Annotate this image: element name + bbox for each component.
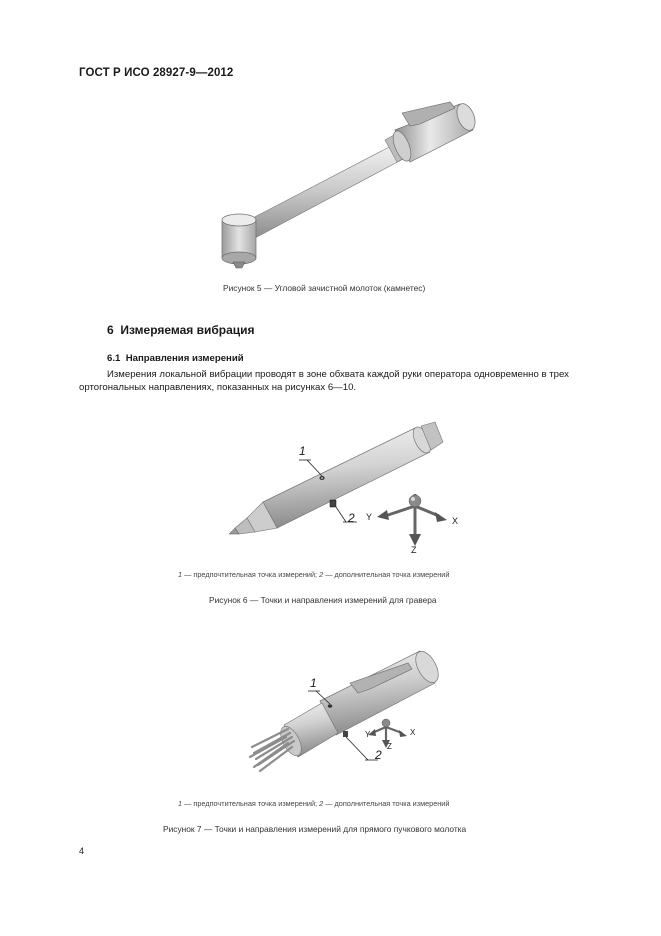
figure-6-leader-1 bbox=[307, 460, 322, 476]
figure-7-label-2: 2 bbox=[375, 748, 382, 762]
subsection-heading bbox=[107, 353, 244, 364]
figure-6-legend bbox=[178, 570, 449, 579]
figure-7-needle-bundle bbox=[250, 729, 294, 771]
figure-7-legend bbox=[178, 799, 449, 808]
paragraph-text: Измерения локальной вибрации проводят в зоне обхвата каждой руки оператора одновременно в трех ортогональных направлениях, показанных на рисунках 6—10. bbox=[79, 369, 569, 393]
figure-6-legend-num-2: 2 bbox=[319, 570, 324, 579]
figure-6-engraver-illustration bbox=[225, 420, 465, 560]
section-title: Измеряемая вибрация bbox=[120, 323, 255, 337]
figure-7-legend-text-2: — дополнительная точка измерений bbox=[323, 799, 450, 808]
figure-7-legend-num-2: 2 bbox=[319, 799, 324, 808]
figure-6-label-2: 2 bbox=[348, 511, 355, 525]
figure-6-axis-z-label: Z bbox=[411, 545, 417, 555]
figure-6-label-1: 1 bbox=[299, 444, 306, 458]
figure-5-angle-hammer-illustration bbox=[205, 100, 495, 275]
page-number: 4 bbox=[79, 846, 85, 856]
section-heading bbox=[107, 323, 255, 337]
figure-7-leader-2 bbox=[346, 737, 368, 760]
figure-6-legend-text-2: — дополнительная точка измерений bbox=[323, 570, 450, 579]
figure-7-axis-x-label: X bbox=[410, 728, 416, 737]
figure-7-needle-scaler-illustration bbox=[240, 643, 450, 783]
figure-6-axis-y-label: Y bbox=[366, 512, 373, 522]
body-paragraph bbox=[79, 368, 617, 394]
figure-7-label-1: 1 bbox=[310, 676, 317, 690]
figure-6-caption: Рисунок 6 — Точки и направления измерений для гравера bbox=[209, 595, 437, 605]
figure-7-caption: Рисунок 7 — Точки и направления измерений для прямого пучкового молотка bbox=[163, 824, 467, 834]
document-header: ГОСТ Р ИСО 28927-9—2012 bbox=[79, 67, 234, 79]
figure-7-legend-text-1: — предпочтительная точка измерений; bbox=[182, 799, 320, 808]
figure-7-axis-y-label: Y bbox=[365, 730, 371, 739]
figure-5-caption: Рисунок 5 — Угловой зачистной молоток (камнетес) bbox=[223, 283, 426, 293]
figure-6-axis-triad bbox=[377, 494, 447, 546]
subsection-number: 6.1 bbox=[107, 353, 121, 364]
figure-6-legend-text-1: — предпочтительная точка измерений; bbox=[182, 570, 320, 579]
figure-6-leader-2 bbox=[336, 507, 346, 522]
section-number: 6 bbox=[107, 323, 114, 337]
figure-6-axis-x-label: X bbox=[452, 516, 459, 526]
figure-7-axis-z-label: Z bbox=[387, 742, 392, 751]
subsection-title: Направления измерений bbox=[125, 353, 244, 364]
figure-7-legend-num-1: 1 bbox=[178, 799, 183, 808]
figure-6-legend-num-1: 1 bbox=[178, 570, 183, 579]
